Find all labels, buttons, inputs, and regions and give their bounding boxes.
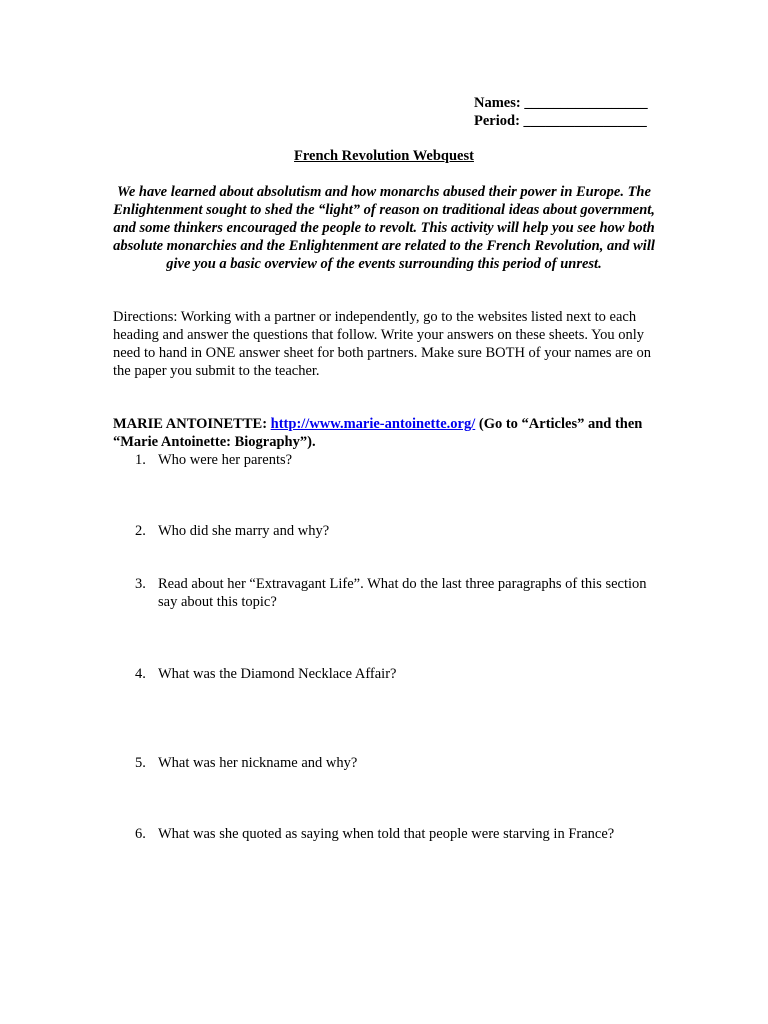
question-text: What was her nickname and why? bbox=[158, 755, 358, 771]
section-label: MARIE ANTOINETTE: bbox=[113, 416, 271, 432]
question-number: 5. bbox=[135, 755, 146, 771]
question-number: 2. bbox=[135, 523, 146, 539]
question-number: 4. bbox=[135, 666, 146, 682]
directions-paragraph: Directions: Working with a partner or independently, go to the websites listed next to each heading and answer the questions that follow. Write your answers on these sheets. You only need to hand in ONE answer sheet for both partners. Make sure BOTH of your names are on the paper you submit to the teacher. bbox=[113, 309, 651, 379]
question-text: Who were her parents? bbox=[158, 452, 293, 468]
page-title: French Revolution Webquest bbox=[294, 148, 474, 164]
period-field[interactable]: Period: _________________ bbox=[474, 113, 647, 129]
intro-paragraph: We have learned about absolutism and how monarchs abused their power in Europe. The Enlightenment sought to shed the “light” of reason on traditional ideas about government, and some thinkers encouraged the people to revolt. This activity will help you see how both absolute monarchies and the Enlightenment are related to the French Revolution, and will give you a basic overview of the events surrounding this period of unrest. bbox=[113, 184, 655, 272]
question-number: 6. bbox=[135, 826, 146, 842]
names-field[interactable]: Names: _________________ bbox=[474, 95, 648, 111]
section-instruction: (Go to “Articles” and then “Marie Antoinette: Biography”). bbox=[113, 416, 643, 450]
question-text: What was the Diamond Necklace Affair? bbox=[158, 666, 397, 682]
marie-antoinette-link[interactable]: http://www.marie-antoinette.org/ bbox=[270, 416, 476, 432]
question-text: What was she quoted as saying when told that people were starving in France? bbox=[158, 826, 615, 842]
student-info-fields bbox=[474, 94, 648, 130]
question-text: Who did she marry and why? bbox=[158, 523, 330, 539]
question-number: 1. bbox=[135, 452, 146, 468]
section-heading-marie-antoinette bbox=[113, 415, 658, 451]
question-number: 3. bbox=[135, 576, 146, 592]
question-text: Read about her “Extravagant Life”. What do the last three paragraphs of this section say about this topic? bbox=[158, 576, 647, 610]
